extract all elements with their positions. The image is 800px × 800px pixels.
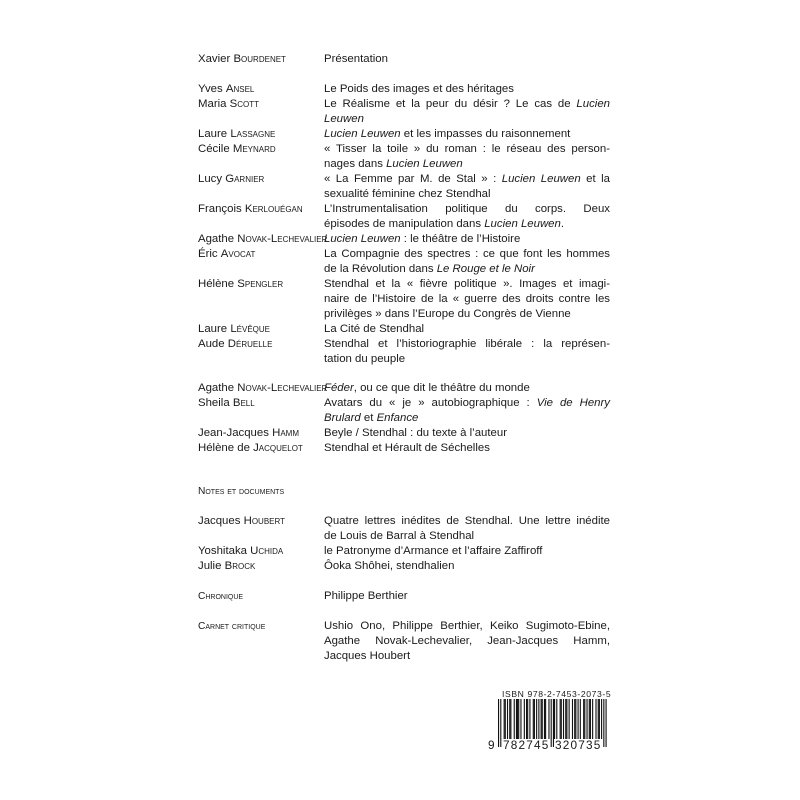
- toc-title: [324, 322, 610, 337]
- toc-author: [198, 172, 264, 187]
- author-last-name: Scott: [229, 98, 260, 110]
- barcode-bar: [538, 699, 539, 739]
- toc-title: [324, 426, 610, 441]
- toc-title-line: de la Révolution dans Le Rouge et le Noir: [324, 263, 535, 275]
- barcode-bar: [498, 699, 499, 747]
- author-first-name: Agathe: [198, 233, 238, 245]
- author-first-name: Laure: [198, 323, 231, 335]
- barcode-bar: [514, 699, 515, 739]
- toc-title-line: L’Instrumentalisation politique du corps. Deux: [324, 203, 610, 215]
- author-first-name: Sheila: [198, 397, 233, 409]
- barcode-bar: [510, 699, 511, 739]
- toc-title-line: naire de l’Histoire de la « guerre des droits contre les: [324, 293, 610, 305]
- toc-title-line: Quatre lettres inédites de Stendhal. Une lettre inédite: [324, 515, 610, 527]
- toc-title: [324, 52, 610, 67]
- toc-title-line: « La Femme par M. de Stal » : Lucien Leuwen et la: [324, 173, 610, 185]
- author-first-name: Yoshitaka: [198, 545, 251, 557]
- barcode-bar: [504, 699, 505, 739]
- author-last-name: Hamm: [272, 427, 299, 439]
- author-last-name: Ansel: [225, 83, 255, 95]
- toc-title-line: Lucien Leuwen : le théâtre de l’Histoire: [324, 233, 521, 245]
- section-heading: Carnet critique: [198, 621, 266, 632]
- toc-title: [324, 232, 610, 247]
- author-last-name: Houbert: [243, 515, 286, 527]
- toc-author: [198, 127, 275, 142]
- author-last-name: Bourdenet: [233, 53, 286, 65]
- barcode-bar: [595, 699, 596, 739]
- author-first-name: Hélène de: [198, 442, 254, 454]
- barcode-bar: [527, 699, 528, 739]
- section-heading: Chronique: [198, 591, 244, 602]
- author-last-name: Lévêque: [230, 323, 270, 335]
- toc-author: [198, 232, 327, 247]
- author-first-name: Aude: [198, 338, 228, 350]
- author-last-name: Spengler: [237, 278, 284, 290]
- author-last-name: Lassagne: [230, 128, 276, 140]
- barcode-bar: [517, 699, 518, 739]
- toc-title-line: Agathe Novak-Lechevalier, Jean-Jacques Hamm,: [324, 635, 610, 647]
- toc-author: [198, 396, 255, 411]
- barcode-bar: [592, 699, 593, 739]
- barcode-bar: [551, 699, 552, 747]
- author-last-name: Novak-Lechevalier: [237, 382, 328, 394]
- toc-title-line: Jacques Houbert: [324, 650, 411, 662]
- toc-title-line: Brulard et Enfance: [324, 412, 419, 424]
- barcode-bar: [589, 699, 590, 739]
- author-last-name: Avocat: [220, 248, 256, 260]
- toc-author: [198, 544, 283, 559]
- author-last-name: Jacquelot: [253, 442, 303, 454]
- barcode-bar: [599, 699, 600, 739]
- toc-title: [324, 396, 610, 426]
- barcode-bar: [586, 699, 587, 739]
- toc-title: [324, 247, 610, 277]
- toc-title: [324, 142, 610, 172]
- barcode-bar: [574, 699, 575, 739]
- barcode-bar: [556, 699, 557, 739]
- toc-author: [198, 441, 303, 456]
- author-first-name: Éric: [198, 248, 221, 260]
- toc-title: [324, 202, 610, 232]
- toc-author: [198, 381, 327, 396]
- author-last-name: Novak-Lechevalier: [237, 233, 328, 245]
- toc-title-line: Stendhal et la « fièvre politique ». Images et imagi-: [324, 278, 610, 290]
- author-first-name: Julie: [198, 560, 225, 572]
- toc-author: [198, 142, 276, 157]
- barcode-bar: [500, 699, 501, 747]
- author-first-name: Cécile: [198, 143, 233, 155]
- barcode-bar: [534, 699, 535, 739]
- toc-title-line: Présentation: [324, 53, 388, 65]
- toc-title-line: Féder, ou ce que dit le théâtre du monde: [324, 382, 530, 394]
- barcode-bar: [553, 699, 554, 747]
- toc-title-line: sexualité féminine chez Stendhal: [324, 188, 491, 200]
- toc-title: [324, 559, 610, 574]
- author-first-name: Hélène: [198, 278, 238, 290]
- author-first-name: Jean-Jacques: [198, 427, 273, 439]
- toc-author: [198, 97, 259, 112]
- toc-title-line: Beyle / Stendhal : du texte à l’auteur: [324, 427, 508, 439]
- toc-title-line: Stendhal et Hérault de Séchelles: [324, 442, 490, 454]
- toc-title-line: le Patronyme d’Armance et l’affaire Zaffiroff: [324, 545, 543, 557]
- toc-title-line: Lucien Leuwen et les impasses du raisonnement: [324, 128, 571, 140]
- barcode-bar: [580, 699, 581, 739]
- toc-title-line: tation du peuple: [324, 353, 406, 365]
- barcode-bar: [507, 699, 508, 739]
- barcode-bar: [583, 699, 584, 739]
- author-last-name: Meynard: [232, 143, 276, 155]
- toc-title-line: Stendhal et l’historiographie libérale : la représen-: [324, 338, 610, 350]
- barcode-bar: [590, 699, 591, 739]
- section-heading: Notes et documents: [198, 486, 285, 497]
- toc-title: [324, 337, 610, 367]
- toc-author: [198, 52, 286, 67]
- toc-title-line: Leuwen: [324, 113, 364, 125]
- toc-title-line: privilèges » dans l’Europe du Congrès de Vienne: [324, 308, 571, 320]
- toc-author: [198, 559, 255, 574]
- barcode-bar: [575, 699, 576, 739]
- author-last-name: Kerlouégan: [244, 203, 303, 215]
- toc-title: [324, 82, 610, 97]
- toc-title: [324, 172, 610, 202]
- toc-author: [198, 426, 299, 441]
- toc-title-line: La Cité de Stendhal: [324, 323, 425, 335]
- toc-title-line: Le Poids des images et des héritages: [324, 83, 514, 95]
- toc-author: [198, 82, 254, 97]
- barcode-bar: [509, 699, 510, 739]
- author-first-name: François: [198, 203, 245, 215]
- barcode-bar: [545, 699, 546, 739]
- barcode-bar: [520, 699, 521, 739]
- barcode-bar: [560, 699, 561, 739]
- toc-title-line: épisodes de manipulation dans Lucien Leuwen.: [324, 218, 565, 230]
- barcode-bar: [563, 699, 564, 739]
- barcode-bar: [529, 699, 530, 739]
- toc-author: [198, 322, 270, 337]
- barcode-bar: [526, 699, 527, 739]
- barcode-bar: [554, 699, 555, 739]
- barcode-bar: [569, 699, 570, 739]
- ean-digits-left: 782745: [503, 738, 550, 752]
- toc-author: [198, 277, 283, 292]
- toc-title-line: Ôoka Shôhei, stendhalien: [324, 560, 455, 572]
- barcode-bar: [598, 699, 599, 739]
- author-first-name: Xavier: [198, 53, 234, 65]
- barcode-bar: [601, 699, 602, 739]
- author-first-name: Maria: [198, 98, 230, 110]
- barcode-bar: [561, 699, 562, 739]
- barcode-bar: [536, 699, 537, 739]
- isbn-label: ISBN 978-2-7453-2073-5: [502, 689, 612, 699]
- toc-title-line: « Tisser la toile » du roman : le réseau des person-: [324, 143, 610, 155]
- barcode-bar: [566, 699, 567, 739]
- barcode-bar: [533, 699, 534, 739]
- ean-digit-first: 9: [488, 738, 496, 752]
- author-first-name: Jacques: [198, 515, 244, 527]
- barcode-bar: [565, 699, 566, 739]
- toc-title: [324, 127, 610, 142]
- barcode-bar: [518, 699, 519, 739]
- author-last-name: Déruelle: [227, 338, 273, 350]
- barcode-bar: [572, 699, 573, 739]
- toc-title-line: Ushio Ono, Philippe Berthier, Keiko Sugimoto-Ebine,: [324, 620, 610, 632]
- barcode-bar: [606, 699, 607, 747]
- toc-title-line: Avatars du « je » autobiographique : Vie de Henry: [324, 397, 610, 409]
- toc-author: [198, 202, 303, 217]
- ean-digits-right: 320735: [555, 738, 602, 752]
- toc-title: [324, 441, 610, 456]
- author-last-name: Uchida: [250, 545, 284, 557]
- section-heading-value: Philippe Berthier: [324, 590, 408, 602]
- barcode-bar: [578, 699, 579, 739]
- barcode-bar: [505, 699, 506, 739]
- toc-title-line: de Louis de Barral à Stendhal: [324, 530, 475, 542]
- toc-title: [324, 97, 610, 127]
- toc-title: [324, 277, 610, 322]
- toc-title: [324, 619, 610, 664]
- barcode-bar: [544, 699, 545, 739]
- author-first-name: Yves: [198, 83, 226, 95]
- barcode-bar: [516, 699, 517, 739]
- toc-title: [324, 544, 610, 559]
- toc-title: [324, 381, 610, 396]
- barcode-bar: [548, 699, 549, 739]
- toc-title: [324, 514, 610, 544]
- toc-title-line: Le Réalisme et la peur du désir ? Le cas de Lucien: [324, 98, 610, 110]
- barcode-bar: [541, 699, 542, 739]
- author-first-name: Agathe: [198, 382, 238, 394]
- author-first-name: Laure: [198, 128, 231, 140]
- toc-author: [198, 514, 285, 529]
- barcode-bar: [524, 699, 525, 739]
- toc-author: [198, 247, 255, 262]
- toc-title-line: nages dans Lucien Leuwen: [324, 158, 463, 170]
- barcode-bar: [542, 699, 543, 739]
- author-last-name: Bell: [232, 397, 255, 409]
- barcode-bar: [584, 699, 585, 739]
- toc-title-line: La Compagnie des spectres : ce que font les hommes: [324, 248, 610, 260]
- author-last-name: Brock: [224, 560, 256, 572]
- author-first-name: Lucy: [198, 173, 226, 185]
- barcode-bar: [603, 699, 604, 747]
- author-last-name: Garnier: [225, 173, 265, 185]
- toc-author: [198, 337, 272, 352]
